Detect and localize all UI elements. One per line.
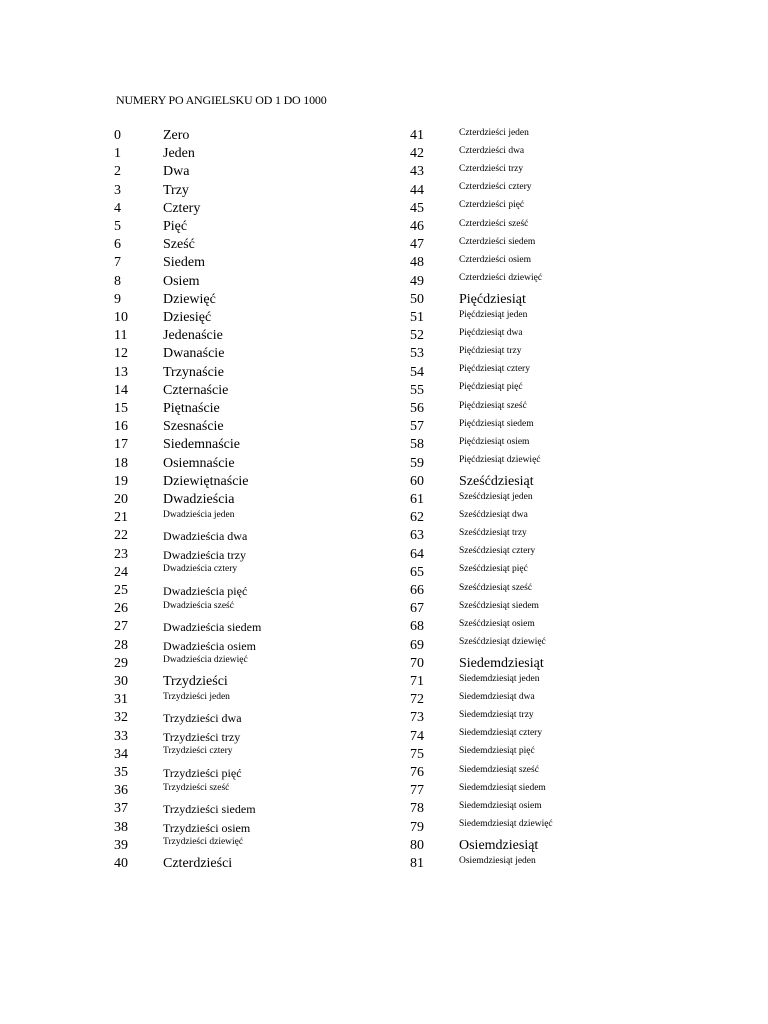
number-word: Sześćdziesiąt trzy (459, 527, 527, 538)
number-row (410, 180, 710, 198)
number-row (410, 398, 710, 416)
number-row (410, 271, 710, 289)
number-word: Dwadzieścia osiem (163, 638, 256, 653)
number-digit: 2 (114, 164, 121, 180)
number-word: Trzydzieści cztery (163, 746, 233, 757)
number-digit: 75 (410, 746, 424, 762)
number-digit: 3 (114, 182, 121, 198)
number-word: Sześćdziesiąt dwa (459, 509, 528, 520)
number-digit: 13 (114, 364, 128, 380)
number-digit: 77 (410, 783, 424, 799)
number-digit: 16 (114, 419, 128, 435)
number-digit: 44 (410, 182, 424, 198)
number-row (114, 434, 414, 452)
number-row (410, 835, 710, 853)
number-row (114, 780, 414, 798)
number-row (410, 689, 710, 707)
number-word: Siedemdziesiąt cztery (459, 728, 543, 739)
number-digit: 37 (114, 801, 128, 817)
number-digit: 42 (410, 146, 424, 162)
number-word: Zero (163, 128, 190, 143)
number-row (410, 671, 710, 689)
number-row (114, 161, 414, 179)
number-digit: 50 (410, 291, 424, 307)
number-word: Czterdzieści dwa (459, 145, 525, 156)
number-digit: 30 (114, 674, 128, 689)
number-word: Dziesięć (163, 310, 212, 325)
number-row (114, 398, 414, 416)
number-word: Piętnaście (163, 401, 220, 416)
number-word: Sześćdziesiąt osiem (459, 618, 535, 629)
number-word: Czterdzieści siedem (459, 236, 536, 247)
number-word: Czterdzieści pięć (459, 200, 525, 211)
number-digit: 36 (114, 783, 128, 799)
number-word: Siedemdziesiąt pięć (459, 746, 535, 757)
number-word: Czterdzieści jeden (459, 127, 529, 138)
number-row (410, 653, 710, 671)
number-digit: 62 (410, 510, 424, 526)
number-row (114, 562, 414, 580)
number-word: Sześćdziesiąt dziewięć (459, 637, 546, 648)
number-row (410, 635, 710, 653)
number-digit: 54 (410, 364, 424, 380)
number-digit: 32 (114, 710, 128, 726)
number-row (410, 434, 710, 452)
number-digit: 34 (114, 746, 128, 762)
number-word: Pięćdziesiąt dwa (459, 327, 523, 338)
number-word: Trzynaście (163, 364, 224, 380)
number-word: Siedemdziesiąt dwa (459, 691, 535, 702)
number-digit: 28 (114, 637, 128, 653)
number-row (114, 525, 414, 543)
number-row (114, 180, 414, 198)
number-word: Czterdzieści trzy (459, 163, 524, 174)
number-digit: 72 (410, 692, 424, 708)
number-row (410, 580, 710, 598)
number-word: Czterdzieści sześć (459, 218, 529, 229)
number-row (410, 853, 710, 871)
number-digit: 25 (114, 583, 128, 598)
number-row (410, 234, 710, 252)
number-row (114, 198, 414, 216)
number-word: Pięćdziesiąt osiem (459, 436, 530, 447)
number-row (410, 616, 710, 634)
number-word: Sześćdziesiąt cztery (459, 546, 536, 557)
number-digit: 17 (114, 437, 128, 453)
number-digit: 60 (410, 473, 424, 489)
number-word: Trzydzieści dziewięć (163, 837, 244, 848)
number-word: Osiemdziesiąt (459, 837, 539, 853)
number-row (114, 416, 414, 434)
number-row (410, 744, 710, 762)
number-word: Dziewięć (163, 291, 216, 307)
number-digit: 8 (114, 273, 121, 289)
number-digit: 68 (410, 619, 424, 635)
number-word: Siedemdziesiąt sześć (459, 764, 539, 775)
number-word: Pięćdziesiąt trzy (459, 345, 522, 356)
number-row (114, 798, 414, 816)
number-word: Jeden (163, 146, 195, 162)
number-word: Dwadzieścia cztery (163, 564, 238, 575)
number-row (410, 726, 710, 744)
number-word: Trzy (163, 182, 189, 198)
number-row (410, 598, 710, 616)
number-word: Siedemdziesiąt dziewięć (459, 819, 553, 830)
number-row (114, 744, 414, 762)
number-digit: 69 (410, 637, 424, 653)
number-row (410, 471, 710, 489)
number-word: Pięćdziesiąt pięć (459, 382, 523, 393)
number-row (114, 580, 414, 598)
number-word: Siedemnaście (163, 437, 240, 453)
number-digit: 24 (114, 564, 128, 580)
number-word: Dwadzieścia dwa (163, 529, 248, 544)
number-word: Osiemdziesiąt jeden (459, 855, 536, 866)
number-digit: 41 (410, 128, 424, 143)
number-digit: 29 (114, 655, 128, 671)
number-word: Osiemnaście (163, 455, 235, 471)
number-row (114, 726, 414, 744)
number-row (114, 817, 414, 835)
number-row (410, 362, 710, 380)
number-word: Sześćdziesiąt pięć (459, 564, 528, 575)
number-row (114, 835, 414, 853)
number-row (410, 453, 710, 471)
number-row (114, 453, 414, 471)
number-word: Siedemdziesiąt trzy (459, 709, 534, 720)
number-word: Dwadzieścia (163, 492, 235, 507)
number-digit: 9 (114, 291, 121, 307)
number-row (114, 853, 414, 871)
number-word: Jedenaście (163, 328, 223, 344)
number-digit: 11 (114, 328, 128, 344)
number-digit: 7 (114, 255, 121, 271)
number-row (410, 707, 710, 725)
number-word: Czterdzieści cztery (459, 182, 532, 193)
number-row (114, 252, 414, 270)
number-row (114, 343, 414, 361)
number-word: Dwadzieścia sześć (163, 600, 234, 611)
number-digit: 66 (410, 583, 424, 598)
number-digit: 78 (410, 801, 424, 817)
number-digit: 63 (410, 528, 424, 544)
number-row (114, 689, 414, 707)
number-row (114, 380, 414, 398)
number-word: Osiem (163, 273, 200, 289)
number-row (410, 544, 710, 562)
number-digit: 5 (114, 219, 121, 234)
number-digit: 46 (410, 219, 424, 234)
number-digit: 57 (410, 419, 424, 435)
number-digit: 71 (410, 674, 424, 689)
number-row (410, 252, 710, 270)
number-digit: 51 (410, 310, 424, 325)
number-digit: 76 (410, 765, 424, 780)
number-row (410, 507, 710, 525)
number-digit: 49 (410, 273, 424, 289)
number-digit: 56 (410, 401, 424, 416)
number-row (114, 325, 414, 343)
number-word: Pięćdziesiąt cztery (459, 364, 530, 375)
number-row (410, 198, 710, 216)
number-digit: 64 (410, 546, 424, 562)
number-word: Dwadzieścia siedem (163, 620, 262, 635)
number-row (114, 598, 414, 616)
number-word: Czterdzieści osiem (459, 254, 532, 265)
number-word: Sześć (163, 237, 195, 253)
number-word: Trzydzieści (163, 674, 228, 689)
number-word: Pięćdziesiąt (459, 291, 526, 307)
number-digit: 12 (114, 346, 128, 362)
number-word: Trzydzieści trzy (163, 729, 241, 744)
number-row (410, 143, 710, 161)
number-row (410, 289, 710, 307)
number-row (114, 289, 414, 307)
number-row (114, 125, 414, 143)
page-title: NUMERY PO ANGIELSKU OD 1 DO 1000 (116, 93, 327, 107)
number-digit: 21 (114, 510, 128, 526)
number-digit: 6 (114, 237, 121, 253)
number-digit: 1 (114, 146, 121, 162)
number-digit: 53 (410, 346, 424, 362)
number-word: Sześćdziesiąt (459, 473, 534, 489)
number-word: Szesnaście (163, 419, 224, 435)
number-digit: 48 (410, 255, 424, 271)
number-word: Trzydzieści pięć (163, 766, 242, 780)
number-word: Sześćdziesiąt sześć (459, 582, 533, 593)
number-row (114, 507, 414, 525)
number-row (114, 216, 414, 234)
number-row (114, 143, 414, 161)
number-digit: 67 (410, 601, 424, 617)
number-digit: 74 (410, 728, 424, 744)
number-digit: 73 (410, 710, 424, 726)
number-digit: 81 (410, 856, 424, 871)
number-digit: 40 (114, 856, 128, 871)
number-row (410, 762, 710, 780)
number-word: Trzydzieści siedem (163, 802, 256, 817)
number-word: Sześćdziesiąt jeden (459, 491, 533, 502)
number-word: Dwadzieścia jeden (163, 509, 235, 520)
number-digit: 15 (114, 401, 128, 416)
number-word: Pięćdziesiąt siedem (459, 418, 534, 429)
number-digit: 58 (410, 437, 424, 453)
number-digit: 47 (410, 237, 424, 253)
number-row (114, 653, 414, 671)
number-digit: 31 (114, 692, 128, 708)
number-row (410, 380, 710, 398)
number-digit: 65 (410, 564, 424, 580)
number-word: Pięć (163, 219, 188, 234)
number-row (410, 489, 710, 507)
number-row (114, 307, 414, 325)
number-digit: 14 (114, 382, 128, 398)
number-row (410, 817, 710, 835)
number-digit: 0 (114, 128, 121, 143)
number-digit: 20 (114, 492, 128, 507)
number-word: Dwadzieścia trzy (163, 547, 246, 562)
number-digit: 33 (114, 728, 128, 744)
number-row (410, 416, 710, 434)
number-word: Czterdzieści (163, 856, 233, 871)
number-digit: 55 (410, 382, 424, 398)
number-digit: 27 (114, 619, 128, 635)
number-row (410, 780, 710, 798)
number-row (410, 525, 710, 543)
number-row (114, 544, 414, 562)
number-word: Dziewiętnaście (163, 473, 249, 489)
number-word: Dwanaście (163, 346, 225, 362)
number-row (410, 325, 710, 343)
number-row (410, 161, 710, 179)
number-digit: 22 (114, 528, 128, 544)
number-digit: 80 (410, 837, 424, 853)
number-word: Czterdzieści dziewięć (459, 273, 543, 284)
number-digit: 61 (410, 492, 424, 507)
number-row (410, 798, 710, 816)
number-word: Dwadzieścia dziewięć (163, 655, 248, 666)
number-word: Sześćdziesiąt siedem (459, 600, 539, 611)
number-digit: 39 (114, 837, 128, 853)
number-row (410, 562, 710, 580)
number-row (114, 362, 414, 380)
number-row (410, 343, 710, 361)
number-row (114, 271, 414, 289)
number-row (114, 471, 414, 489)
number-word: Czternaście (163, 382, 229, 398)
number-digit: 43 (410, 164, 424, 180)
number-word: Siedemdziesiąt (459, 655, 544, 671)
number-word: Dwadzieścia pięć (163, 584, 248, 598)
number-word: Siedemdziesiąt jeden (459, 673, 540, 684)
number-row (114, 671, 414, 689)
number-word: Trzydzieści sześć (163, 782, 230, 793)
number-digit: 35 (114, 765, 128, 780)
number-word: Pięćdziesiąt sześć (459, 400, 527, 411)
number-row (114, 635, 414, 653)
number-word: Cztery (163, 200, 201, 216)
number-row (114, 489, 414, 507)
number-digit: 59 (410, 455, 424, 471)
number-word: Trzydzieści dwa (163, 711, 242, 726)
number-word: Siedemdziesiąt osiem (459, 800, 542, 811)
number-row (410, 216, 710, 234)
number-word: Dwa (163, 164, 190, 180)
number-digit: 10 (114, 310, 128, 325)
number-word: Pięćdziesiąt dziewięć (459, 455, 541, 466)
number-row (410, 307, 710, 325)
number-digit: 70 (410, 655, 424, 671)
number-row (114, 234, 414, 252)
number-row (410, 125, 710, 143)
number-word: Siedemdziesiąt siedem (459, 782, 546, 793)
number-digit: 38 (114, 819, 128, 835)
number-row (114, 616, 414, 634)
number-digit: 79 (410, 819, 424, 835)
number-row (114, 707, 414, 725)
number-digit: 4 (114, 200, 121, 216)
number-digit: 19 (114, 473, 128, 489)
number-word: Siedem (163, 255, 205, 271)
number-word: Trzydzieści jeden (163, 691, 230, 702)
number-word: Trzydzieści osiem (163, 820, 251, 835)
number-digit: 26 (114, 601, 128, 617)
number-digit: 52 (410, 328, 424, 344)
number-digit: 18 (114, 455, 128, 471)
number-digit: 45 (410, 200, 424, 216)
number-digit: 23 (114, 546, 128, 562)
number-word: Pięćdziesiąt jeden (459, 309, 528, 320)
number-row (114, 762, 414, 780)
